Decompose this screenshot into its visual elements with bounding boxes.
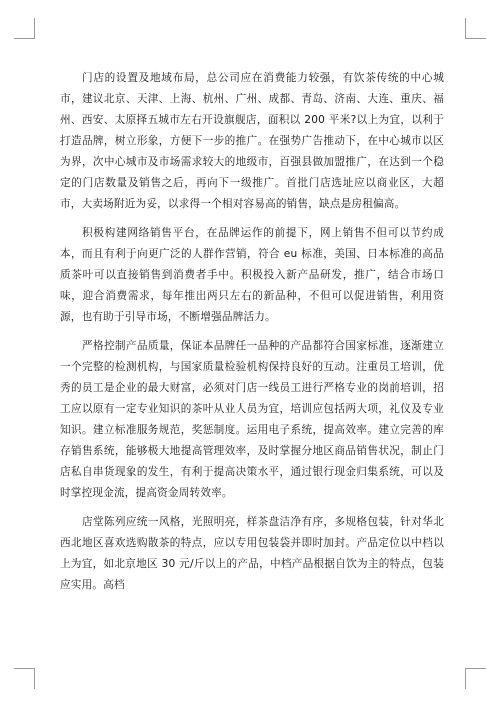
crop-mark-top-left bbox=[14, 38, 34, 39]
crop-mark-top-left-vertical bbox=[34, 18, 35, 39]
document-body bbox=[60, 68, 444, 604]
paragraph-store-layout: 门店的设置及地域布局，总公司应在消费能力较强，有饮茶传统的中心城市，建议北京、天津、上海、杭州、广州、成都、青岛、济南、大连、重庆、福州、西安、太原择五城市左右开设旗舰店，面积以 200 平米?以上为宜，以利于打造品牌，树立形象，方便下一步的推广。在强势广告推动下，在中心城市以区为界，次中心城市及市场需求较大的地级市，百强县做加盟推广，在达到一个稳定的门店数量及销售之后，再向下一级推广。首批门店选址应以商业区，大超市，大卖场附近为妥，以求得一个相对容易高的销售，缺点是房租偏高。 bbox=[60, 72, 444, 210]
paragraph-online-sales: 积极构建网络销售平台，在品牌运作的前提下，网上销售不但可以节约成本，而且有利于向更广泛的人群作营销，符合 eu 标准，美国、日本标准的高品质茶叶可以直接销售到消费者手中。积极投入新产品研发，推广，结合市场口味，迎合消费需求，每年推出两只左右的新品种，不但可以促进销售，利用资源，也有助于引导市场，不断增强品牌活力。 bbox=[60, 227, 444, 323]
crop-mark-top-right-vertical bbox=[465, 18, 466, 39]
crop-mark-top-right bbox=[466, 38, 486, 39]
crop-mark-bottom-left bbox=[14, 668, 34, 669]
crop-mark-bottom-right-vertical bbox=[465, 668, 466, 689]
paragraph-store-display: 店堂陈列应统一风格，光照明亮，样茶盘洁净有序，多规格包装，针对华北西北地区喜欢选购散茶的特点，应以专用包装袋并即时加封。产品定位以中档以上为宜，如北京地区 30 元/斤以上的产品，中档产品根据自饮为主的特点，包装应实用。高档 bbox=[60, 516, 444, 591]
crop-mark-bottom-right bbox=[466, 668, 486, 669]
paragraph-quality-control: 严格控制产品质量，保证本品牌任一品种的产品都符合国家标准，逐渐建立一个完整的检测机构，与国家质量检验机构保持良好的互动。注重员工培训，优秀的员工是企业的最大财富，必须对门店一线员工进行严格专业的岗前培训，招工应以原有一定专业知识的茶叶从业人员为宜，培训应包括两大项，礼仪及专业知识。建立标准服务规范，奖惩制度。运用电子系统，提高效率。建立完善的库存销售系统，能够极大地提高管理效率，及时掌握分地区商品销售状况，制止门店私自串货现象的发生，有利于提高决策水平，通过银行现金归集系统，可以及时掌控现金流，提高资金周转效率。 bbox=[60, 340, 444, 499]
crop-mark-bottom-left-vertical bbox=[34, 668, 35, 689]
